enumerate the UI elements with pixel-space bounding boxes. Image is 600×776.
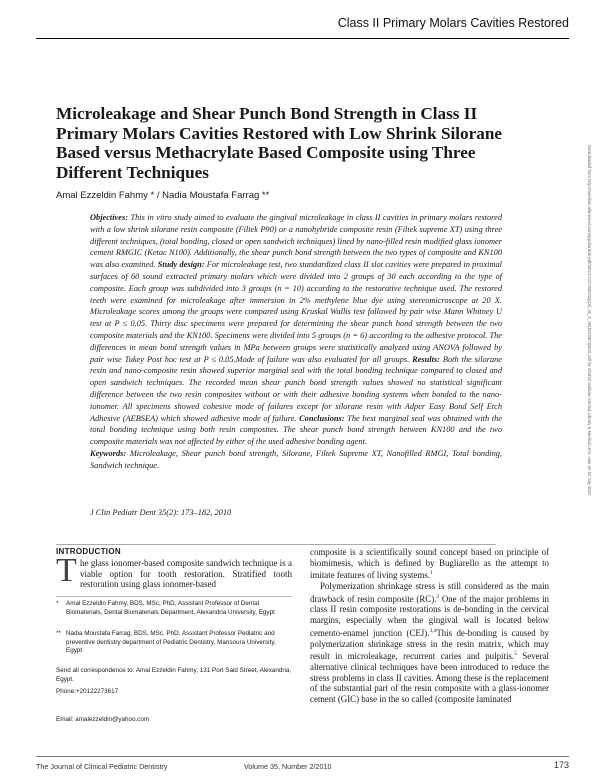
drop-cap: T bbox=[56, 552, 77, 589]
footnote-2 bbox=[56, 630, 292, 656]
paragraph-1 bbox=[310, 547, 549, 581]
paragraph-2-text-d: Several alternative clinical techniques have been introduced to reduce the stress problems in class II cavities. Among these is the replacement of the substantial part of the resin composite with a glass-ionomer cement (GIC) base in the so called (composite laminated bbox=[310, 651, 549, 705]
citation-sup: 1 bbox=[430, 570, 433, 577]
footnote-1-mark: * bbox=[56, 600, 59, 607]
download-watermark bbox=[585, 145, 593, 745]
results-text: Both the silorane resin and nano-composite resin showed superior marginal seal with the total bonding technique compared to closed and open sandwich techniques. The recorded mean shear punch bond strength values showed no statistical significant difference between the two resin composites without or with their adhesive bonding systems when bonded to the nano-ionomer. All specimens showed cohesive mode of failures except for silorane resin with Adper Easy Bond Self Etch Adhesive (AEBSEA) which showed adhesive mode of failure. bbox=[90, 354, 503, 423]
volume-info: Volume 35, Number 2/2010 bbox=[244, 762, 332, 771]
article-title: Microleakage and Shear Punch Bond Strength in Class II Primary Molars Cavities Restored with Low Shrink Silorane Based versus Methacrylate Based Composite using Three Different Techniques bbox=[56, 104, 503, 182]
footnote-1 bbox=[56, 600, 292, 617]
phone: Phone:+20122273617 bbox=[56, 688, 119, 695]
section-rule bbox=[56, 544, 496, 545]
intro-first-lines: he glass ionomer-based composite sandwich technique is a viable option for tooth restoration. Stratified tooth restoration using glass ionomer-based bbox=[80, 558, 292, 590]
citation-sup: 3,4 bbox=[429, 627, 437, 634]
correspondence: Send all correspondence to: Amal Ezzeldin Fahmy, 131 Port Said Street, Alexandria, Egypt. bbox=[56, 667, 292, 683]
page-number: 173 bbox=[553, 760, 569, 770]
paragraph-2-text-b: One of the major problems in class II resin composite restorations is de-bonding in the cervical margins, especially when the gingival wall is located below cemento-enamel junction (CEJ). bbox=[310, 593, 549, 638]
journal-name: The Journal of Clinical Pediatric Dentistry bbox=[36, 762, 168, 771]
column-2-text bbox=[310, 547, 549, 705]
conclusions-label: Conclusions: bbox=[299, 413, 345, 423]
authors: Amal Ezzeldin Fahmy * / Nadia Moustafa Farrag ** bbox=[56, 190, 270, 201]
email: Email: amalezzeldin@yahoo.com bbox=[56, 716, 150, 723]
keywords-text: Microleakage, Shear punch bond strength, Silorane, Filtek Supreme XT, Nanofilled RMGI, Total bonding, Sandwich technique. bbox=[90, 448, 502, 470]
paragraph-1-text: composite is a scientifically sound concept based on principle of biomimesis, which is defined by Bugliarello as the attempt to imitate features of living systems. bbox=[310, 547, 549, 581]
paragraph-2 bbox=[310, 581, 549, 705]
paragraph-2-text-c: This de-bonding is caused by polymerization shrinkage stress in the resin matrix, which may result in microleakage, recurrent caries and pulpitis. bbox=[310, 627, 549, 662]
citation-sup: 5 bbox=[514, 651, 517, 658]
results-label: Results: bbox=[412, 354, 440, 364]
conclusions-text: The best marginal seal was obtained with the total bonding technique using both resin composites. The shear punch bond strength between KN100 and the two composite materials was not affected by either of the used adhesive bonding agent. bbox=[90, 413, 502, 447]
download-note: Downloaded from http://meridian.allenpress.com/jcpd/article-pdf/35/2/173/1750522/jcpd_35_2_v81k4236t7tj4031.pdf by Shahid Vahkaei Central Library & Medical Univ. user on 24 July 2022 bbox=[587, 145, 592, 496]
objectives-text: This in vitro study aimed to evaluate the gingival microleakage in class II cavities in primary molars restored with a low shrink silorane resin composite (Filtek P90) or a nanohybride composite resin (Filtek supreme XT) using three different techniques, (total bonding, closed or open sandwich techniques) lined by nano-filled resin modified glass ionomer cement RMGIC (Ketac N100). Additionally, the shear punch bond strength between the two types of composite and KN100 was also examined. bbox=[90, 213, 502, 270]
page-header bbox=[36, 14, 569, 38]
keywords-label: Keywords: bbox=[90, 448, 127, 458]
citation: J Clin Pediatr Dent 35(2): 173–182, 2010 bbox=[90, 508, 232, 517]
footnote-2-text: Nadia Moustafa Farrag, BDS, MSc, PhD, Assistant Professor Pediatric and preventive dentistry department of Pediatric Dentistry, Mansoura University, Egypt bbox=[66, 630, 276, 655]
footnote-2-mark: ** bbox=[56, 630, 61, 637]
footnote-rule bbox=[56, 596, 292, 597]
abstract bbox=[90, 212, 502, 472]
footnote-1-text: Amal Ezzeldin Fahmy, BDS, MSc, PhD, Assistant Professor of Dental Biomaterials, Dental Biomaterials Department, Alexandria University, Egypt bbox=[66, 600, 275, 616]
footer-rule bbox=[36, 756, 569, 757]
running-head: Class II Primary Molars Cavities Restored bbox=[337, 16, 569, 30]
paragraph-2-text-a: Polymerization shrinkage stress is still considered as the main drawback of resin composite (RC). bbox=[310, 581, 549, 604]
objectives-label: Objectives: bbox=[90, 213, 128, 222]
introduction-heading: INTRODUCTION bbox=[56, 547, 121, 556]
design-label: Study design: bbox=[157, 260, 205, 270]
citation-sup: 2 bbox=[436, 593, 440, 600]
design-text: For microleakage test, two standardized class II slot cavities were prepared in proximal surfaces of 60 sound extracted primary molars which were divided into 2 groups of 30 each according to the type of composite. Each group was subdivided into 3 groups (n = 10) according to the restorative technique used. The restored teeth were examined for microleakage after immersion in 2% methylene blue dye using stereomicroscope at 20 X. Microleakage scores among the groups were compared using Kruskal Wallis test followed by pair wise Mann Whitney U test at P ≤ 0.05. Thirty disc specimens were prepared for determining the shear punch bond strength between the two composite materials and the KN100. Specimens were divided into 5 groups (n = 6) according to the adhesive protocol. The differences in mean bond strength values in MPa between groups were statistically analyzed using ANOVA followed by pair wise Tukey Post hoc test at P ≤ 0.05.Mode of failure was also evaluated for all groups. bbox=[90, 260, 502, 364]
header-rule bbox=[36, 38, 569, 39]
